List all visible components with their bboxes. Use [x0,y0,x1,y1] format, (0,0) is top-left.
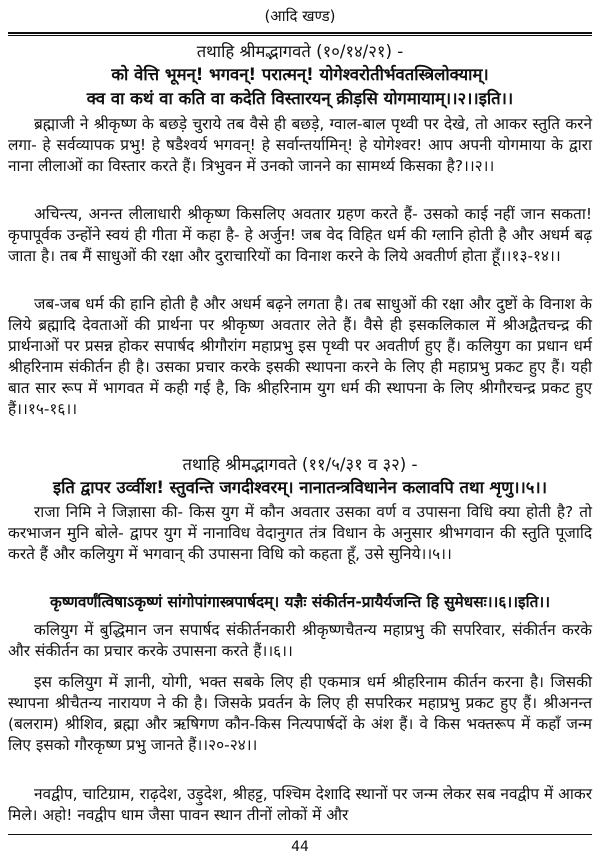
verse-krishna-varnam: कृष्णवर्णंत्विषाऽकृष्णं सांगोपांगास्त्रपार्षदम्। यज्ञैः संकीर्तन-प्रायैर्यजन्ति हि सुमेधसः।।६।।इति।। [49,593,551,611]
header-rule-thick [8,32,592,34]
header-rule-thin [8,35,592,36]
paragraph-gita: अचिन्त्य, अनन्त लीलाधारी श्रीकृष्ण किसलिए अवतार ग्रहण करते हैं- उसको काई नहीं जान सकता! कृपापूर्वक उन्होंने स्वयं ही गीता में कहा है- हे अर्जुन! जब वेद विहित धर्म की ग्लानि होती है और अधर्म बढ़ जाता है। तब मैं साधुओं की रक्षा और दुराचारियों का विनाश करने के लिये अवतीर्ण होता हूँ।।१३-१४।। [8,205,592,265]
page-number: 44 [291,839,309,855]
section1-heading: तथाहि श्रीमद्भागवते (१०/१४/२१) - [196,42,404,61]
paragraph-navadvip: नवद्वीप, चाटिग्राम, राढ़देश, उड़ुदेश, श्रीहट्ट, पश्चिम देशादि स्थानों पर जन्म लेकर सब नवद्वीप में आकर मिले। अहो! नवद्वीप धाम जैसा पावन स्थान तीनों लोकों में और [8,785,592,824]
paragraph-brahma-prayer: ब्रह्माजी ने श्रीकृष्ण के बछड़े चुराये तब वैसे ही बछड़े, ग्वाल-बाल पृथ्वी पर देखे, तो आकर स्तुति करने लगा- हे सर्वव्यापक प्रभु! हे षडैश्वर्य भगवन्! हे सर्वान्तर्यामिन्! हे योगेश्वर! आप अपनी योगमाया के द्वारा नाना लीलाओं का विस्तार करते हैं। त्रिभुवन में उनको जानने का सामर्थ्य किसका है?।।२।। [8,115,592,175]
paragraph-dharma: जब-जब धर्म की हानि होती है और अधर्म बढ़ने लगता है। तब साधुओं की रक्षा और दुष्टों के विनाश के लिये ब्रह्मादि देवताओं की प्रार्थना पर श्रीकृष्ण अवतार लेते हैं। वैसे ही इसकलिकाल में श्रीअद्वैतचन्द्र की प्रार्थनाओं पर प्रसन्न होकर सपार्षद श्रीगौरांग महाप्रभु इस पृथ्वी पर अवतीर्ण हुए हैं। कलियुग का प्रधान धर्म श्रीहरिनाम संकीर्तन ही है। उसका प्रचार करके इसकी स्थापना करने के लिए ही महाप्रभु प्रकट हुए हैं। यही बात सार रूप में भागवत में कही गई है, कि श्रीहरिनाम युग धर्म की स्थापना के लिए श्रीगौरचन्द्र प्रकट हुए हैं।।१५-१६।। [8,295,592,418]
paragraph-harinam: इस कलियुग में ज्ञानी, योगी, भक्त सबके लिए ही एकमात्र धर्म श्रीहरिनाम कीर्तन करना है। जिसकी स्थापना श्रीचैतन्य नारायण ने की है। जिसके प्रवर्तन के लिए ही सपरिकर महाप्रभु प्रकट हुए हैं। श्रीअनन्त (बलराम) श्रीशिव, ब्रह्मा और ऋषिगण कौन-किस नित्यपार्षदों के अंश हैं। वे किस भक्तरूप में कहाँ जन्म लिए इसको गौरकृष्ण प्रभु जानते हैं।।२०-२४।। [8,673,592,754]
page-header: (आदि खण्ड) [264,7,336,25]
paragraph-nimi: राजा निमि ने जिज्ञासा की- किस युग में कौन अवतार उसका वर्ण व उपासना विधि क्या होती है? तो करभाजन मुनि बोले- द्वापर युग में नानाविध वेदानुगत तंत्र विधान के अनुसार श्रीभगवान की स्तुति पूजादि करते हैं और कलियुग में भगवान् की उपासना विधि को कहता हूँ, उसे सुनिये।।५।। [8,503,592,563]
footer-rule [8,834,592,835]
section2-heading: तथाहि श्रीमद्भागवते (११/५/३१ व ३२) - [182,455,418,474]
verse-line-1: को वेत्ति भूमन्! भगवन्! परात्मन्! योगेश्वरोतीर्भवतस्त्रिलोक्याम्। [111,65,489,84]
verse-dvapara: इति द्वापर उर्व्वीश! स्तुवन्ति जगदीश्वरम्। नानातन्त्रविधानेन कलावपि तथा शृणु।।५।। [52,478,547,497]
paragraph-sankirtan: कलियुग में बुद्धिमान जन सपार्षद संकीर्तनकारी श्रीकृष्णचैतन्य महाप्रभु की सपरिवार, संकीर्तन करके और संकीर्तन का प्रचार करके उपासना करते हैं।।६।। [8,621,592,660]
verse-line-2: क्व वा कथं वा कति वा कदेति विस्तारयन् क्रीड़सि योगमायाम्।।२।।इति।। [86,89,514,108]
